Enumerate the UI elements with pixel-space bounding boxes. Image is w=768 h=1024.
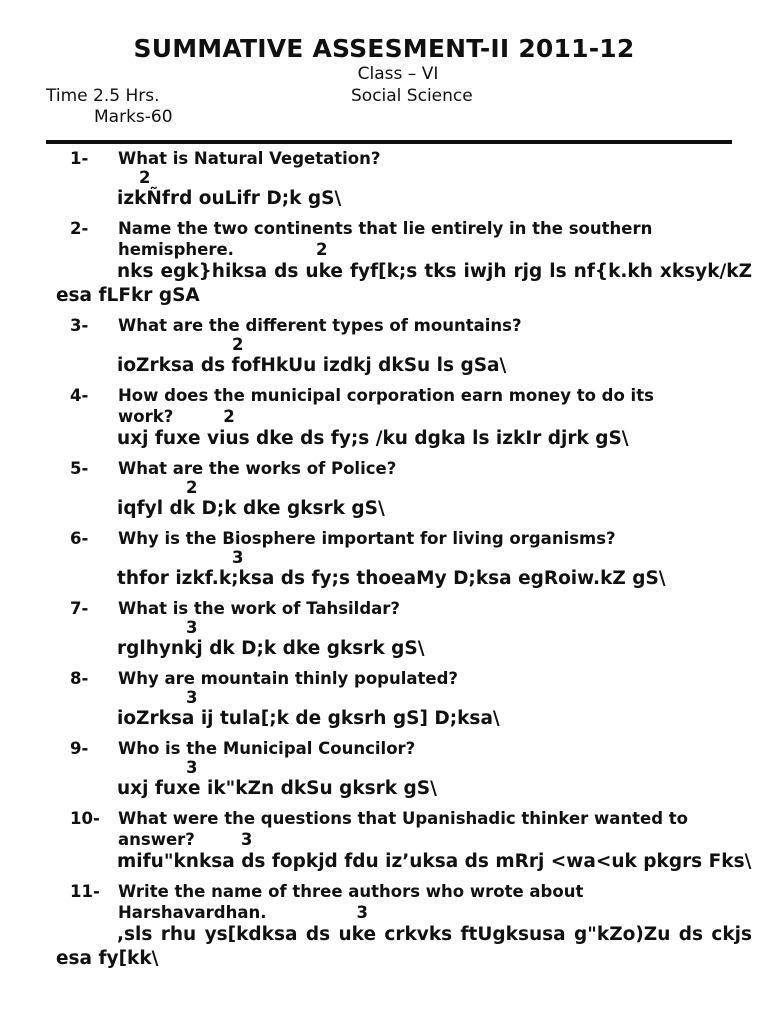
question-text (118, 808, 703, 850)
question-list (0, 148, 768, 978)
question-marks: 3 (232, 548, 244, 567)
question-hindi-text (56, 923, 752, 971)
question-number: 8- (70, 669, 89, 688)
question-hindi-content: nks egk}hiksa ds uke fyf[k;s tks iwjh rjg ls nf{k.kh xksyk/kZ esa fLFkr gSA (56, 261, 752, 306)
question-marks: 3 (186, 758, 198, 777)
question-text: Who is the Municipal Councilor? (118, 739, 416, 758)
question-text: What are the works of Police? (118, 459, 397, 478)
question-hindi-text: rglhynkj dk D;k dke gksrk gS\ (117, 638, 425, 659)
marks-label: Marks-60 (94, 107, 173, 127)
question-marks: 2 (315, 240, 328, 259)
question-item (0, 528, 768, 591)
question-number: 4- (70, 386, 89, 405)
question-text-content: Write the name of three authors who wrote about Harshavardhan. (118, 882, 584, 922)
question-number: 9- (70, 739, 89, 758)
question-item (0, 315, 768, 378)
question-number: 10- (70, 809, 100, 828)
question-text-content: How does the municipal corporation earn money to do its work? (118, 386, 654, 426)
question-number: 11- (70, 882, 100, 901)
question-hindi-text: ioZrksa ds fofHkUu izdkj dkSu ls gSa\ (117, 355, 507, 376)
question-marks: 2 (186, 478, 198, 497)
question-item (0, 598, 768, 661)
question-marks: 2 (223, 407, 235, 426)
question-text (118, 218, 703, 260)
page-title: SUMMATIVE ASSESMENT-II 2011-12 (133, 34, 635, 63)
question-text-content: What were the questions that Upanishadic thinker wanted to answer? (118, 809, 689, 849)
question-hindi-text: thfor izkf.k;ksa ds fy;s thoeaMy D;ksa egRoiw.kZ gS\ (117, 568, 666, 589)
question-number: 7- (70, 599, 89, 618)
question-hindi-text (56, 850, 752, 874)
question-text: What are the different types of mountains? (118, 316, 522, 335)
question-hindi-text: ioZrksa ij tula[;k de gksrh gS] D;ksa\ (117, 708, 500, 729)
question-text-content: Name the two continents that lie entirely in the southern hemisphere. (118, 219, 653, 259)
question-item (0, 458, 768, 521)
question-text: What is Natural Vegetation? (118, 149, 381, 168)
time-label: Time 2.5 Hrs. (46, 86, 160, 106)
question-marks: 3 (240, 830, 253, 849)
question-number: 6- (70, 529, 89, 548)
question-marks: 2 (232, 335, 244, 354)
question-number: 3- (70, 316, 89, 335)
question-hindi-text (56, 260, 752, 308)
question-number: 1- (70, 149, 89, 168)
question-text (118, 881, 703, 923)
question-text (118, 385, 703, 427)
question-hindi-text: izkÑfrd ouLifr D;k gS\ (117, 188, 342, 209)
question-hindi-text: uxj fuxe vius dke ds fy;s /ku dgka ls izkIr djrk gS\ (117, 428, 629, 449)
question-hindi-text: iqfyl dk D;k dke gksrk gS\ (117, 498, 385, 519)
class-label: Class – VI (357, 64, 439, 84)
header-divider (46, 140, 732, 144)
question-text: Why is the Biosphere important for living organisms? (118, 529, 616, 548)
question-item (0, 738, 768, 801)
question-marks: 3 (186, 688, 198, 707)
question-text: What is the work of Tahsildar? (118, 599, 400, 618)
question-marks: 2 (139, 168, 151, 187)
question-item (0, 668, 768, 731)
subject-label: Social Science (351, 86, 473, 106)
question-hindi-text: uxj fuxe ik"kZn dkSu gksrk gS\ (117, 778, 437, 799)
question-item (0, 148, 768, 211)
question-number: 5- (70, 459, 89, 478)
question-item (0, 385, 768, 451)
question-item (0, 881, 768, 971)
question-hindi-content: mifu"knksa ds fopkjd fdu iz’uksa ds mRrj <wa<uk pkgrs Fks\ (117, 851, 752, 872)
question-marks: 3 (356, 903, 369, 922)
question-marks: 3 (186, 618, 198, 637)
question-item (0, 808, 768, 874)
question-number: 2- (70, 219, 89, 238)
question-hindi-content: ,sls rhu ys[kdksa ds uke crkvks ftUgksusa g"kZo)Zu ds ckjs esa fy[kk\ (56, 924, 752, 969)
question-item (0, 218, 768, 308)
question-text: Why are mountain thinly populated? (118, 669, 458, 688)
